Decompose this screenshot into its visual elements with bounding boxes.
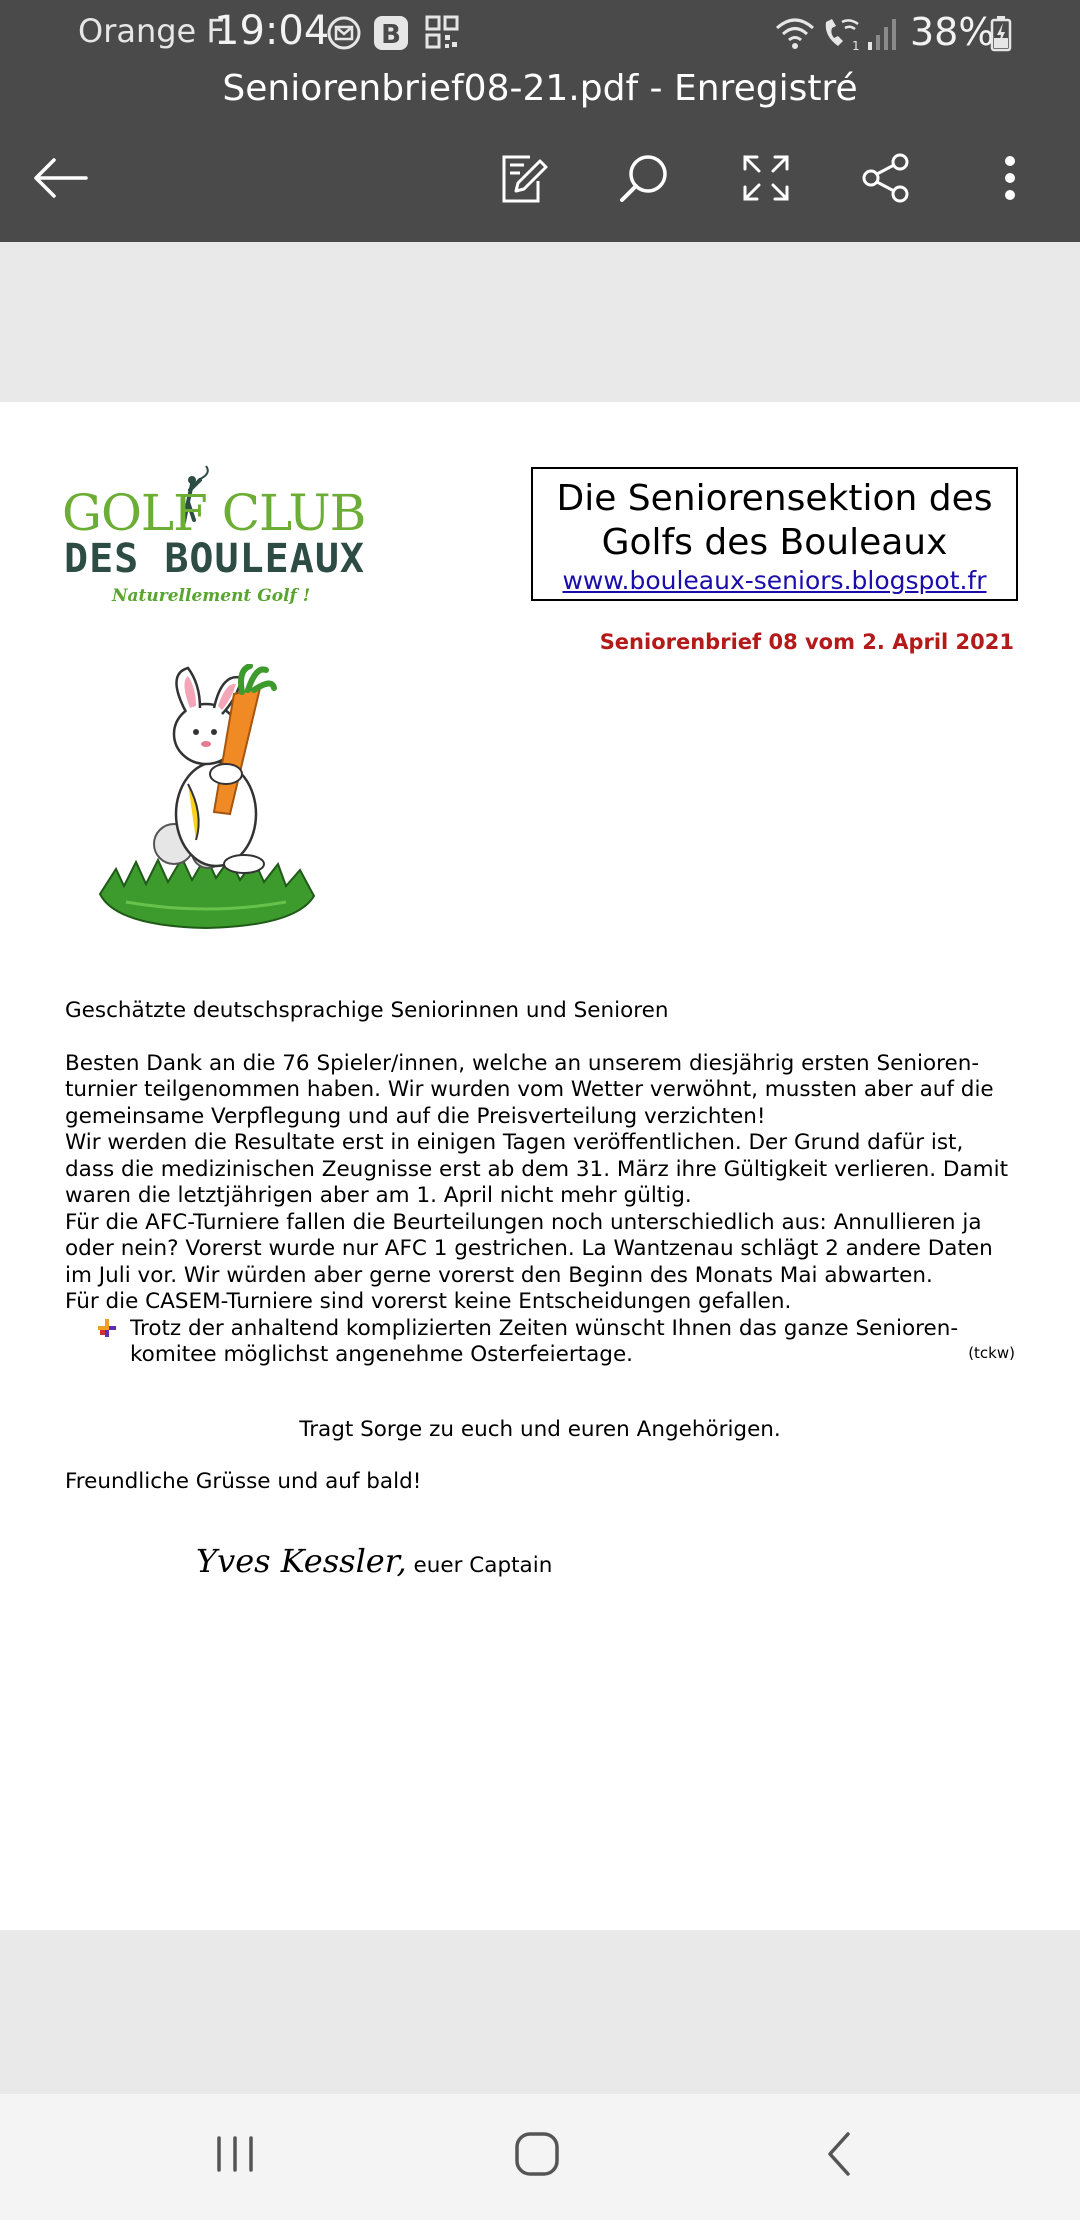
b-app-icon (372, 14, 410, 52)
section-title-box (531, 467, 1018, 601)
closing-line: Tragt Sorge zu euch und euren Angehörigen. (299, 1416, 781, 1442)
edit-icon (498, 151, 550, 209)
back-arrow-icon (32, 158, 88, 202)
signature (196, 1542, 552, 1580)
carrier-name: Orange F (78, 12, 225, 50)
battery-charging-icon (990, 14, 1012, 52)
regards-line: Freundliche Grüsse und auf bald! (65, 1469, 422, 1494)
paragraph-2: Wir werden die Resultate erst in einigen Tagen veröffentlichen. Der Grund dafür ist, dass die medizinischen Zeugnisse erst ab dem 31. März ihre Gültigkeit verlieren. Damit waren die letztjährigen aber am 1. April nicht mehr gültig. (65, 1130, 1008, 1208)
title-line2: Golfs des Bouleaux (601, 522, 948, 563)
more-vert-icon (1003, 155, 1017, 205)
signal-icon (866, 14, 898, 52)
fullscreen-icon (741, 153, 791, 207)
status-time: 19:04 (214, 8, 330, 54)
logo-line2: DES BOULEAUX (64, 536, 365, 582)
edit-button[interactable] (492, 148, 556, 212)
logo-tagline: Naturellement Golf ! (112, 586, 311, 606)
golf-club-logo (62, 464, 366, 614)
author-tag: (tckw) (968, 1344, 1015, 1362)
mail-icon (326, 14, 362, 52)
battery-percent: 38% (910, 10, 995, 54)
recent-apps-button[interactable] (200, 2124, 270, 2188)
logo-line1: GOLF CLUB (62, 484, 366, 542)
back-icon (822, 2130, 856, 2182)
home-icon (513, 2130, 561, 2182)
signature-name: Yves Kessler, (196, 1542, 407, 1580)
fullscreen-button[interactable] (734, 148, 798, 212)
bullet-icon (97, 1318, 117, 1346)
document-title: Seniorenbrief08-21.pdf - Enregistré (222, 68, 858, 109)
back-button[interactable] (28, 148, 92, 212)
letter-body (65, 998, 1015, 1496)
easter-wish-bullet (65, 1316, 1015, 1369)
paragraph-3: Für die AFC-Turniere fallen die Beurteilungen noch unterschiedlich aus: Annullieren ja oder nein? Vorerst wurde nur AFC 1 gestrichen. La Wantzenau schlägt 2 andere Daten im Juli vor. Wir würden aber gerne vorerst den Beginn des Monats Mai abwarten. (65, 1209, 993, 1288)
paragraph-4: Für die CASEM-Turniere sind vorerst keine Entscheidungen gefallen. (65, 1289, 792, 1314)
nav-back-button[interactable] (804, 2124, 874, 2188)
letter-date: Seniorenbrief 08 vom 2. April 2021 (599, 630, 1014, 654)
blog-link[interactable]: www.bouleaux-seniors.blogspot.fr (562, 566, 987, 595)
pdf-viewer[interactable] (0, 242, 1080, 2094)
easter-bunny-image (96, 664, 318, 944)
wifi-call-icon (820, 14, 862, 52)
more-options-button[interactable] (978, 148, 1042, 212)
greeting-line: Geschätzte deutschsprachige Seniorinnen und Senioren (65, 998, 669, 1023)
qr-icon (424, 14, 460, 52)
search-button[interactable] (612, 148, 676, 212)
svg-text:1: 1 (852, 39, 860, 52)
share-button[interactable] (854, 148, 918, 212)
title-line1: Die Seniorensektion des (556, 478, 993, 519)
wifi-icon (774, 14, 816, 52)
search-icon (618, 152, 670, 208)
pdf-page[interactable] (0, 402, 1080, 1930)
system-nav-bar (0, 2094, 1080, 2220)
bullet-text: Trotz der anhaltend komplizierten Zeiten wünscht Ihnen das ganze Seniorenkomitee möglichst angenehme Osterfeiertage. (130, 1315, 959, 1367)
app-header (0, 0, 1080, 242)
status-bar (0, 0, 1080, 68)
recent-apps-icon (213, 2132, 257, 2180)
paragraph-1: Besten Dank an die 76 Spieler/innen, welche an unserem diesjährig ersten Seniorenturnier teilgenommen haben. Wir wurden vom Wetter verwöhnt, mussten aber auf die gemeinsame Verpflegung und auf die Preisverteilung verzichten! (65, 1050, 994, 1129)
svg-text:B: B (381, 20, 401, 50)
signature-role: euer Captain (406, 1553, 553, 1578)
share-icon (860, 152, 912, 208)
home-button[interactable] (502, 2124, 572, 2188)
